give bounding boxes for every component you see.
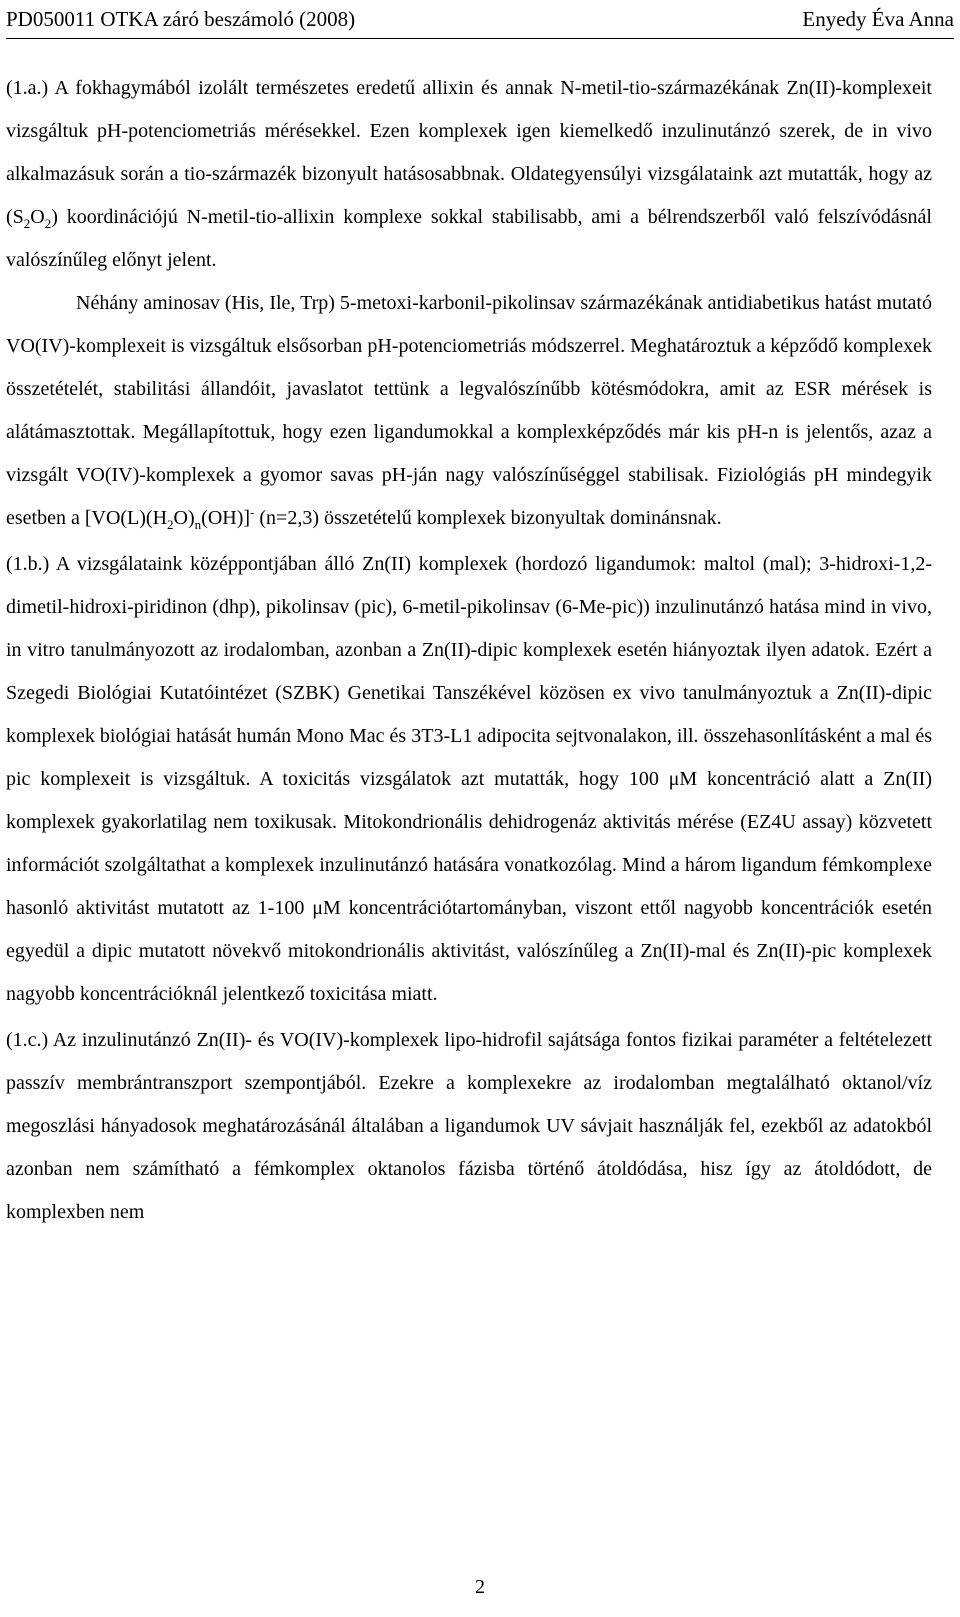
subscript: 2 — [44, 216, 52, 231]
subscript: 2 — [23, 216, 31, 231]
paragraph-1a-vo-text-4: (n=2,3) összetételű komplexek bizonyultak dominánsnak. — [254, 507, 722, 529]
page-header — [6, 4, 954, 34]
paragraph-1a-text-2: O — [30, 206, 45, 228]
superscript: - — [250, 504, 255, 520]
header-author: Enyedy Éva Anna — [802, 7, 954, 31]
subscript: n — [194, 517, 202, 532]
document-body — [6, 67, 932, 1234]
paragraph-1c: (1.c.) Az inzulinutánzó Zn(II)- és VO(IV)-komplexek lipo-hidrofil sajátsága fontos fizikai paraméter a feltételezett passzív membrántranszport szempontjából. Ezekre a komplexekre az irodalomban megtalálható oktanol/víz megoszlási hányadosok meghatározásánál általában a ligandumok UV sávjait használják fel, ezekből az adatokból azonban nem számítható a fémkomplex oktanolos fázisba történő átoldódása, hisz így az átoldódott, de komplexben nem — [6, 1029, 932, 1223]
paragraph-1a-vo-text-2: O) — [173, 507, 195, 529]
paragraph-1a-vo — [6, 282, 932, 540]
paragraph-1b: (1.b.) A vizsgálataink középpontjában álló Zn(II) komplexek (hordozó ligandumok: maltol (mal); 3-hidroxi-1,2-dimetil-hidroxi-piridinon (dhp), pikolinsav (pic), 6-metil-pikolinsav (6-Me-pic)) inzulinutánzó hatása mind in vivo, in vitro tanulmányozott az irodalomban, azonban a Zn(II)-dipic komplexek esetén hiányoztak ilyen adatok. Ezért a Szegedi Biológiai Kutatóintézet (SZBK) Genetikai Tanszékével közösen ex vivo tanulmányoztuk a Zn(II)-dipic komplexek biológiai hatását humán Mono Mac és 3T3-L1 adipocita sejtvonalakon, ill. összehasonlításként a mal és pic komplexeit is vizsgáltuk. A toxicitás vizsgálatok azt mutatták, hogy 100 μM koncentráció alatt a Zn(II) komplexek gyakorlatilag nem toxikusak. Mitokondrionális dehidrogenáz aktivitás mérése (EZ4U assay) közvetett információt szolgáltathat a komplexek inzulinutánzó hatására vonatkozólag. Mind a három ligandum fémkomplexe hasonló aktivitást mutatott az 1-100 μM koncentrációtartományban, viszont ettől nagyobb koncentrációk esetén egyedül a dipic mutatott növekvő mitokondrionális aktivitást, valószínűleg a Zn(II)-mal és Zn(II)-pic komplexek nagyobb koncentrációknál jelentkező toxicitása miatt. — [6, 553, 932, 1005]
paragraph-1a-text-1: (1.a.) A fokhagymából izolált természetes eredetű allixin és annak N-metil-tio-származékának Zn(II)-komplexeit vizsgáltuk pH-potenciometriás mérésekkel. Ezen komplexek igen kiemelkedő inzulinutánzó szerek, de in vivo alkalmazásuk során a tio-származék bizonyult hatásosabbnak. Oldategyensúlyi vizsgálataink azt mutatták, hogy az (S — [6, 77, 932, 228]
paragraph-1a-vo-text-3: (OH)] — [201, 507, 251, 529]
subscript: 2 — [167, 517, 174, 532]
paragraph-1a-vo-text-1: Néhány aminosav (His, Ile, Trp) 5-metoxi-karbonil-pikolinsav származékának antidiabetikus hatást mutató VO(IV)-komplexeit is vizsgáltuk elsősorban pH-potenciometriás módszerrel. Meghatároztuk a képződő komplexek összetételét, stabilitási állandóit, javaslatot tettünk a legvalószínűbb kötésmódokra, amit az ESR mérések is alátámasztottak. Megállapítottuk, hogy ezen ligandumokkal a komplexképződés már kis pH-n is jelentős, azaz a vizsgált VO(IV)-komplexek a gyomor savas pH-ján nagy valószínűséggel stabilisak. Fiziológiás pH mindegyik esetben a [VO(L)(H — [6, 292, 932, 529]
header-rule — [6, 38, 954, 39]
header-project-title: PD050011 OTKA záró beszámoló (2008) — [6, 7, 356, 31]
paragraph-1a — [6, 67, 932, 282]
paragraph-1a-text-3: ) koordinációjú N-metil-tio-allixin komplexe sokkal stabilisabb, ami a bélrendszerből való felszívódásnál valószínűleg előnyt jelent. — [6, 206, 932, 271]
page-number: 2 — [475, 1576, 485, 1598]
